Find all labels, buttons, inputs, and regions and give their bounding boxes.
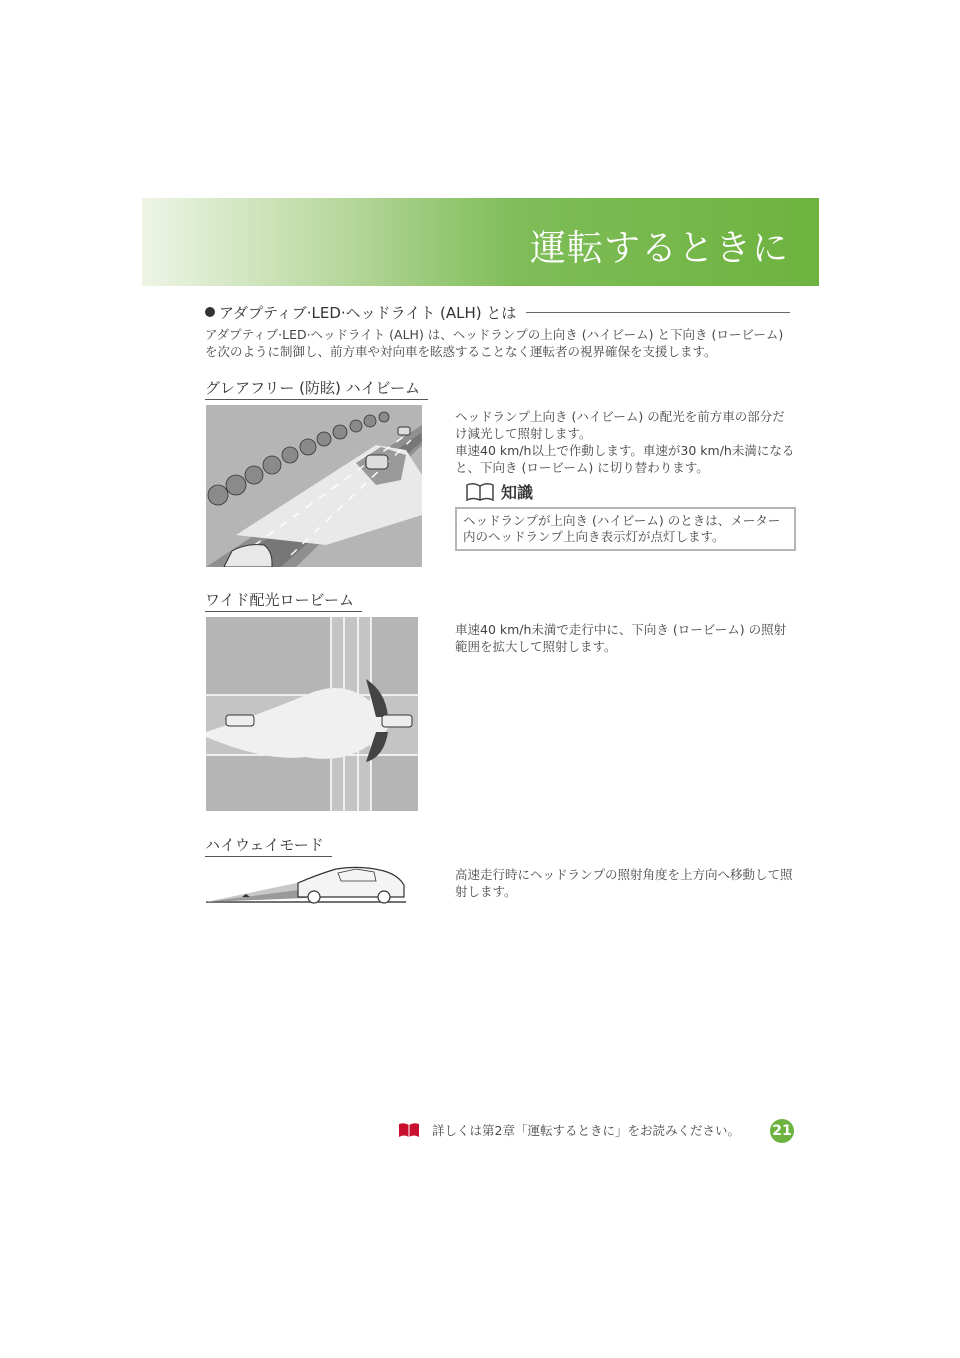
glare-free-illustration (206, 405, 422, 567)
chapter-banner (142, 198, 819, 286)
heading-rule (526, 312, 790, 313)
wide-low-illustration (206, 617, 418, 811)
highway-illustration (206, 863, 406, 905)
section-heading-text: アダプティブ·LED·ヘッドライト (ALH) とは (219, 303, 517, 322)
knowledge-box: ヘッドランプが上向き (ハイビーム) のときは、メーター内のヘッドランプ上向き表示灯が点灯します。 (455, 507, 796, 551)
wide-low-description: 車速40 km/h未満で走行中に、下向き (ロービーム) の照射範囲を拡大して照射します。 (455, 622, 787, 654)
book-icon (465, 482, 495, 502)
page-number: 21 (770, 1119, 794, 1143)
wide-low-heading: ワイド配光ロービーム (205, 589, 362, 612)
knowledge-label (465, 480, 533, 503)
glare-free-desc-2: 車速40 km/h以上で作動します。車速が30 km/h未満になると、下向き (ロービーム) に切り替わります。 (455, 443, 795, 475)
bullet-icon (205, 307, 215, 317)
footer-text: 詳しくは第2章「運転するときに」をお読みください。 (432, 1123, 740, 1138)
highway-description: 高速走行時にヘッドランプの照射角度を上方向へ移動して照射します。 (455, 867, 793, 899)
highway-heading: ハイウェイモード (205, 834, 332, 857)
knowledge-label-text: 知識 (501, 483, 534, 502)
chapter-title: 運転するときに (529, 228, 789, 269)
glare-free-desc-1: ヘッドランプ上向き (ハイビーム) の配光を前方車の部分だけ減光して照射します。 (455, 409, 785, 441)
glare-free-heading: グレアフリー (防眩) ハイビーム (205, 377, 428, 400)
intro-text: アダプティブ·LED·ヘッドライト (ALH) は、ヘッドランプの上向き (ハイビーム) と下向き (ロービーム) を次のように制御し、前方車や対向車を眩惑することなく運転者の視界確保を支援します。 (205, 327, 784, 359)
section-heading (205, 300, 790, 324)
book-icon (398, 1122, 420, 1138)
footer-reference (398, 1121, 740, 1139)
glare-free-description (455, 408, 795, 476)
